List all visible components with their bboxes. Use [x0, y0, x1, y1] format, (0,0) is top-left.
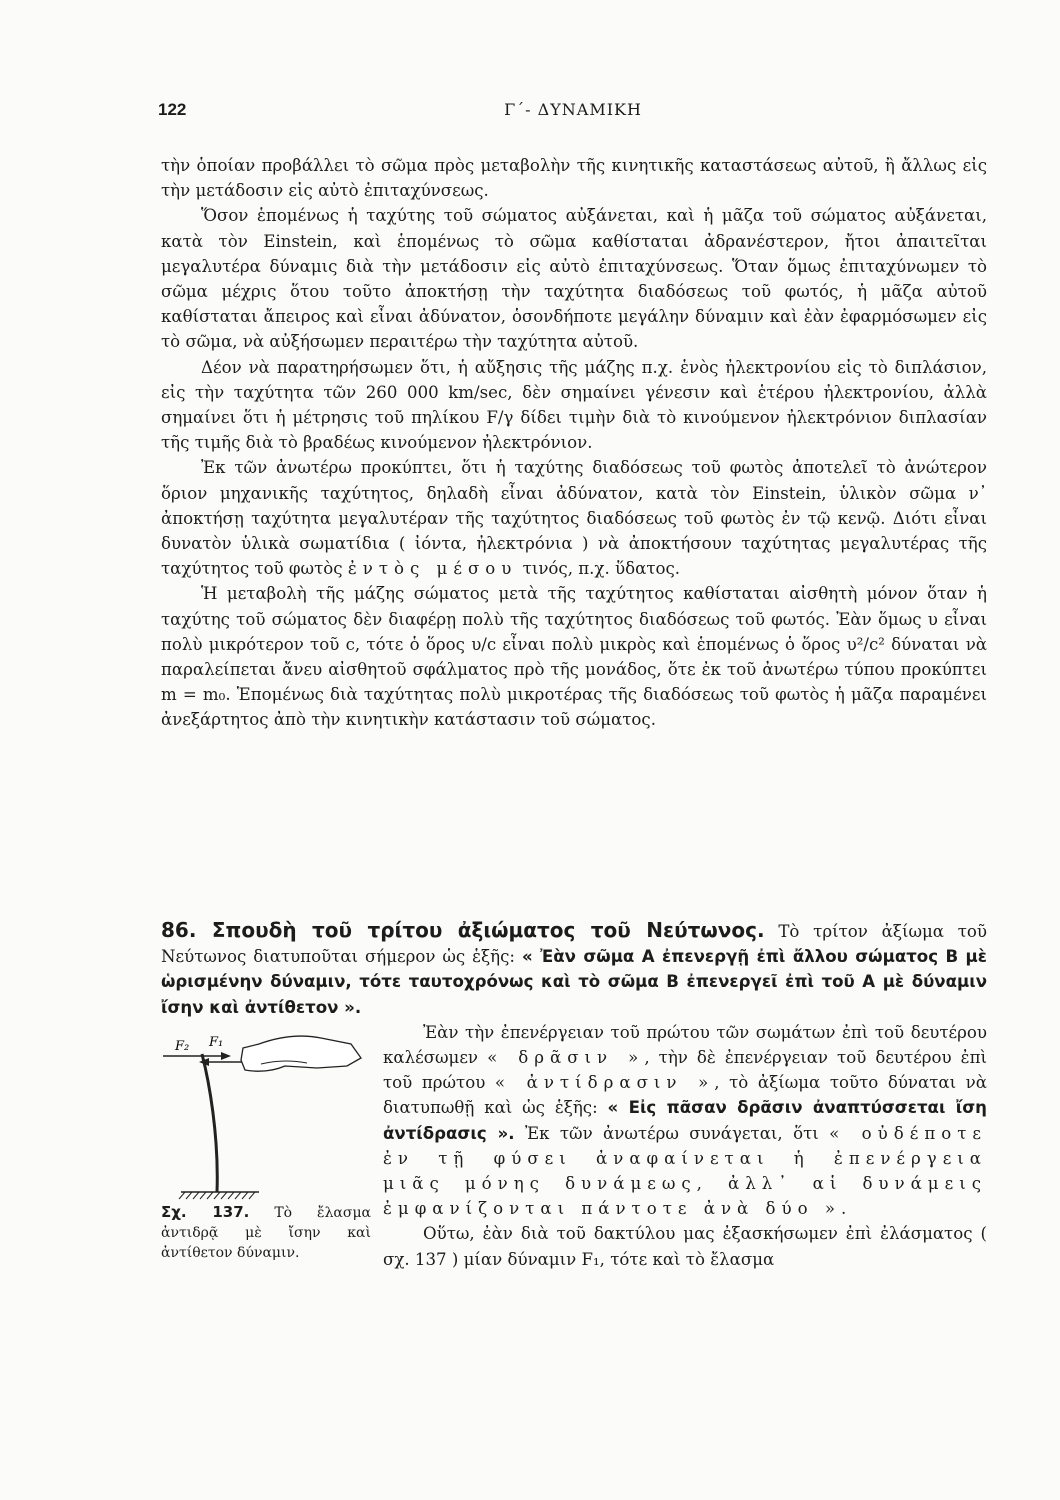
paragraph-4-end: τινός, π.χ. ὕδατος. [522, 559, 681, 579]
paragraph-3: Δέον νὰ παρατηρήσωμεν ὅτι, ἡ αὔξησις τῆς μάζης π.χ. ἑνὸς ἠλεκτρονίου εἰς τὸ διπλάσιον, εἰς τὴν ταχύτητα τῶν 260 000 km/sec, δὲν σημαίνει γένεσιν καὶ ἑτέρου ἠλεκτρονίου, ἀλλὰ σημαίνει ὅτι ἡ μέτρησις τοῦ πηλίκου F/γ δίδει τιμὴν διὰ τὸ κινούμενον ἠλεκτρόνιον διπλασίαν τῆς τιμῆς διὰ τὸ βραδέως κινούμενον ἠλεκτρόνιον. [161, 357, 987, 453]
label-f2: F₂ [175, 1038, 190, 1054]
section-para-3: Οὕτω, ἐὰν διὰ τοῦ δακτύλου μας ἐξασκήσωμεν ἐπὶ ἐλάσματος ( σχ. 137 ) μίαν δύναμιν F₁, τότε καὶ τὸ ἔλασμα [383, 1224, 987, 1269]
section-86 [161, 918, 987, 1274]
text-segment: , τὸ ἀξίωμα τοῦτο δύναται νὰ διατυπωθῇ καὶ ὡς ἑξῆς: [383, 1073, 987, 1118]
ground-hatching [179, 1192, 255, 1199]
text-segment: Ἐὰν τὴν ἐπενέργειαν τοῦ πρώτου τῶν σωμάτων ἐπὶ τοῦ δευτέρου καλέσωμεν [383, 1022, 987, 1068]
section-intro-para [161, 918, 987, 1020]
newton-third-law: « Ἐὰν σῶμα Α ἐπενεργῇ ἐπὶ ἄλλου σώματος Β μὲ ὡρισμένην δύναμιν, τότε ταυτοχρόνως καὶ τὸ σῶμα Β ἐπενεργεῖ ἐπὶ τοῦ Α μὲ δύναμιν ἴσην καὶ ἀντίθετον ». [161, 947, 987, 1017]
term-reaction: « ἀντίδρασιν » [494, 1073, 715, 1093]
paragraph-1: τὴν ὁποίαν προβάλλει τὸ σῶμα πρὸς μεταβολὴν τῆς κινητικῆς καταστάσεως αὐτοῦ, ἢ ἄλλως εἰς τὴν μετάδοσιν εἰς αὐτὸ ἐπιταχύνσεως. [161, 156, 987, 201]
running-title: Γ΄- ΔΥΝΑΜΙΚΗ [504, 100, 642, 119]
spaced-phrase-medium: ἐντὸς μέσου [347, 559, 518, 579]
conclusion-spaced: « οὐδέποτε ἐν τῇ φύσει ἀναφαίνεται ἡ ἐπενέργεια μιᾶς μόνης δυνάμεως, ἀλλ᾽ αἱ δυνάμεις ἐμφανίζονται πάντοτε ἀνὰ δύο ». [383, 1123, 988, 1219]
text-segment: , τὴν δὲ ἐπενέργειαν τοῦ δευτέρου ἐπὶ τοῦ πρώτου [383, 1048, 987, 1093]
label-f1: F₁ [209, 1034, 224, 1050]
figure-caption-text: Τὸ ἔλασμα ἀντιδρᾷ μὲ ἴσην καὶ ἀντίθετον δύναμιν. [161, 1204, 371, 1261]
paragraph-2: Ὅσον ἑπομένως ἡ ταχύτης τοῦ σώματος αὐξάνεται, καὶ ἡ μᾶζα τοῦ σώματος αὐξάνεται, κατὰ τὸν Einstein, καὶ ἑπομένως τὸ σῶμα καθίσταται ἀδρανέστερον, ἤτοι ἀπαιτεῖται μεγαλυτέρα δύναμις διὰ τὴν μετάδοσιν εἰς αὐτὸ ἐπιταχύνσεως. Ὅταν ὅμως ἐπιταχύνωμεν τὸ σῶμα μέχρις ὅτου τοῦτο ἀποκτήσῃ τὴν ταχύτητα διαδόσεως τοῦ φωτός, ἡ μᾶζα αὐτοῦ καθίσταται ἄπειρος καὶ εἶναι ἀδύνατον, ὁσονδήποτε μεγάλην δύναμιν καὶ ἐὰν ἐφαρμόσωμεν εἰς τὸ σῶμα, νὰ αὐξήσωμεν περαιτέρω τὴν ταχύτητα αὐτοῦ. [161, 206, 987, 352]
figure-caption [161, 1202, 371, 1263]
paragraph-4-text: Ἐκ τῶν ἀνωτέρω προκύπτει, ὅτι ἡ ταχύτης διαδόσεως τοῦ φωτὸς ἀποτελεῖ τὸ ἀνώτερον ὅριον μηχανικῆς ταχύτητος, δηλαδὴ εἶναι ἀδύνατον, κατὰ τὸν Einstein, ὑλικὸν σῶμα ν᾽ ἀποκτήσῃ ταχύτητα μεγαλυτέραν τῆς ταχύτητος διαδόσεως τοῦ φωτὸς ἐν τῷ κενῷ. Διότι εἶναι δυνατὸν ὑλικὰ σωματίδια ( ἰόντα, ἠλεκτρόνια ) νὰ ἀποκτήσουν ταχύτητας μεγαλυτέρας τῆς ταχύτητος τοῦ φωτὸς [161, 458, 987, 579]
law-restated: « Εἰς πᾶσαν δρᾶσιν ἀναπτύσσεται ἴση ἀντίδρασις ». [383, 1098, 987, 1143]
paragraph-5: Ἡ μεταβολὴ τῆς μάζης σώματος μετὰ τῆς ταχύτητος καθίσταται αἰσθητὴ μόνον ὅταν ἡ ταχύτης τοῦ σώματος δὲν διαφέρῃ πολὺ τῆς ταχύτητος διαδόσεως τοῦ φωτός. Ἐὰν ὅμως υ εἶναι πολὺ μικρότερον τοῦ c, τότε ὁ ὅρος υ/c εἶναι πολὺ μικρὸς καὶ ἑπομένως ὁ ὅρος υ²/c² δύναται νὰ παραλείπεται ἄνευ αἰσθητοῦ σφάλματος πρὸ τῆς μονάδος, ὅτε ἐκ τοῦ ἀνωτέρω τύπου προκύπτει m = m₀. Ἑπομένως διὰ ταχύτητας πολὺ μικροτέρας τῆς διαδόσεως τοῦ φωτὸς ἡ μᾶζα παραμένει ἀνεξάρτητος ἀπὸ τὴν κινητικὴν κατάστασιν τοῦ σώματος. [161, 584, 987, 730]
figure-137 [161, 1026, 373, 1274]
hand-illustration [241, 1036, 361, 1071]
elastic-strip-illustration [161, 1026, 373, 1201]
text-segment: Ἐκ τῶν ἀνωτέρω συνάγεται, ὅτι [524, 1123, 819, 1143]
page-header [158, 100, 988, 130]
paragraph-4 [161, 455, 987, 581]
section-intro: Τὸ τρίτον ἀξίωμα τοῦ Νεύτωνος διατυποῦται σήμερον ὡς ἑξῆς: [161, 922, 987, 967]
body-text-top [161, 153, 987, 733]
term-action: « δρᾶσιν » [487, 1048, 645, 1068]
figure-label: Σχ. 137. [161, 1202, 250, 1221]
arrow-head-f2 [221, 1052, 231, 1060]
elastic-strip [202, 1054, 217, 1192]
section-title: 86. Σπουδὴ τοῦ τρίτου ἀξιώματος τοῦ Νεύτωνος. [161, 918, 765, 942]
page-number: 122 [158, 100, 187, 119]
